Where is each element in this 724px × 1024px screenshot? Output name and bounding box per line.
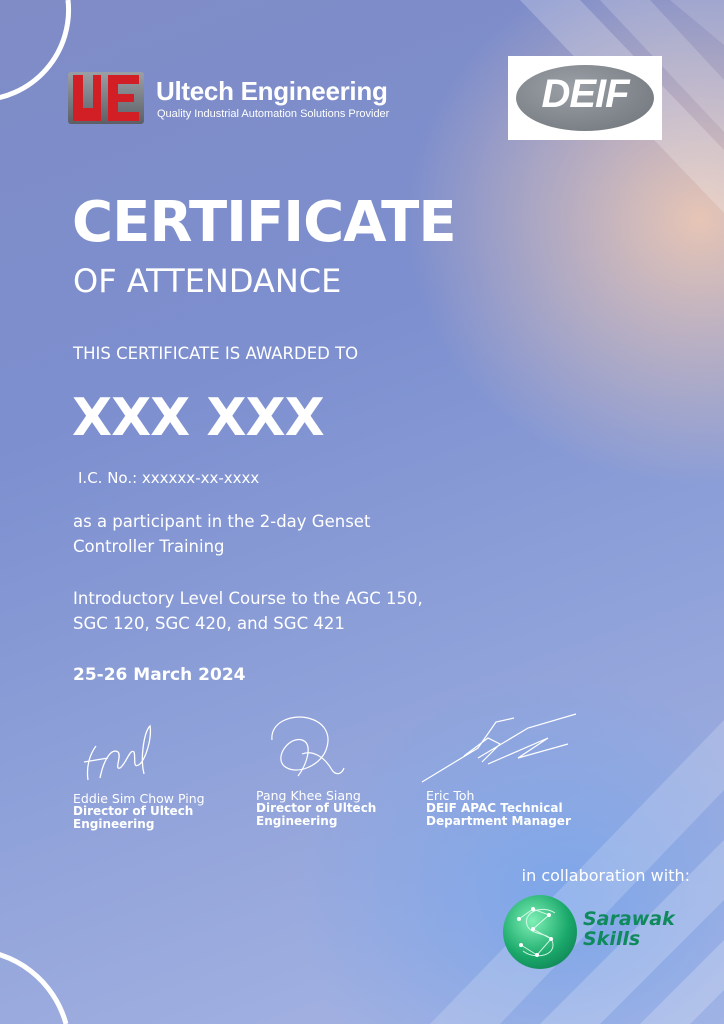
signatory-1-name: Eddie Sim Chow Ping bbox=[73, 791, 205, 806]
certificate-title: CERTIFICATE bbox=[72, 190, 456, 255]
recipient-name: XXX XXX bbox=[72, 388, 324, 448]
signatory-2-role-1: Director of Ultech bbox=[256, 801, 377, 815]
certificate-subtitle: OF ATTENDANCE bbox=[73, 262, 342, 300]
signatory-3-role-1: DEIF APAC Technical bbox=[426, 801, 563, 815]
course-text bbox=[73, 586, 423, 636]
participation-line-2: Controller Training bbox=[73, 537, 225, 556]
ultech-tagline: Quality Industrial Automation Solutions Provider bbox=[157, 108, 390, 120]
signatory-1-role-1: Director of Ultech bbox=[73, 804, 194, 818]
bottom-left-arc bbox=[0, 940, 80, 1024]
training-date: 25-26 March 2024 bbox=[73, 665, 246, 685]
signatory-2-name: Pang Khee Siang bbox=[256, 788, 361, 803]
collaboration-label: in collaboration with: bbox=[521, 866, 690, 885]
signatory-1-role-2: Engineering bbox=[73, 816, 155, 831]
network-s-icon bbox=[503, 895, 577, 969]
participation-text bbox=[73, 509, 370, 559]
course-line-1: Introductory Level Course to the AGC 150, bbox=[73, 589, 423, 608]
signatory-1 bbox=[73, 792, 205, 830]
signatory-2-role-2: Engineering bbox=[256, 813, 338, 828]
course-line-2: SGC 120, SGC 420, and SGC 421 bbox=[73, 614, 345, 633]
signature-eddie bbox=[74, 718, 164, 790]
sarawak-skills-logo bbox=[503, 895, 693, 971]
signatory-3 bbox=[426, 789, 571, 827]
ultech-mark bbox=[68, 72, 144, 124]
deif-wordmark: DEIF bbox=[541, 72, 629, 116]
ic-number: I.C. No.: xxxxxx-xx-xxxx bbox=[78, 469, 260, 487]
signature-eric bbox=[418, 708, 582, 788]
sarawak-skills-line-2: Skills bbox=[583, 928, 641, 950]
deif-logo bbox=[508, 56, 662, 140]
sarawak-skills-wordmark bbox=[583, 909, 675, 949]
signatory-3-role-2: Department Manager bbox=[426, 813, 571, 828]
signature-pang bbox=[262, 710, 346, 784]
sarawak-skills-emblem bbox=[503, 895, 577, 969]
ultech-logo bbox=[68, 72, 388, 126]
participation-line-1: as a participant in the 2-day Genset bbox=[73, 512, 371, 531]
awarded-to-label: THIS CERTIFICATE IS AWARDED TO bbox=[73, 344, 359, 363]
ultech-name: Ultech Engineering bbox=[156, 76, 388, 106]
signatory-3-name: Eric Toh bbox=[426, 788, 475, 803]
sarawak-skills-line-1: Sarawak bbox=[583, 908, 675, 930]
signatory-2 bbox=[256, 789, 376, 827]
